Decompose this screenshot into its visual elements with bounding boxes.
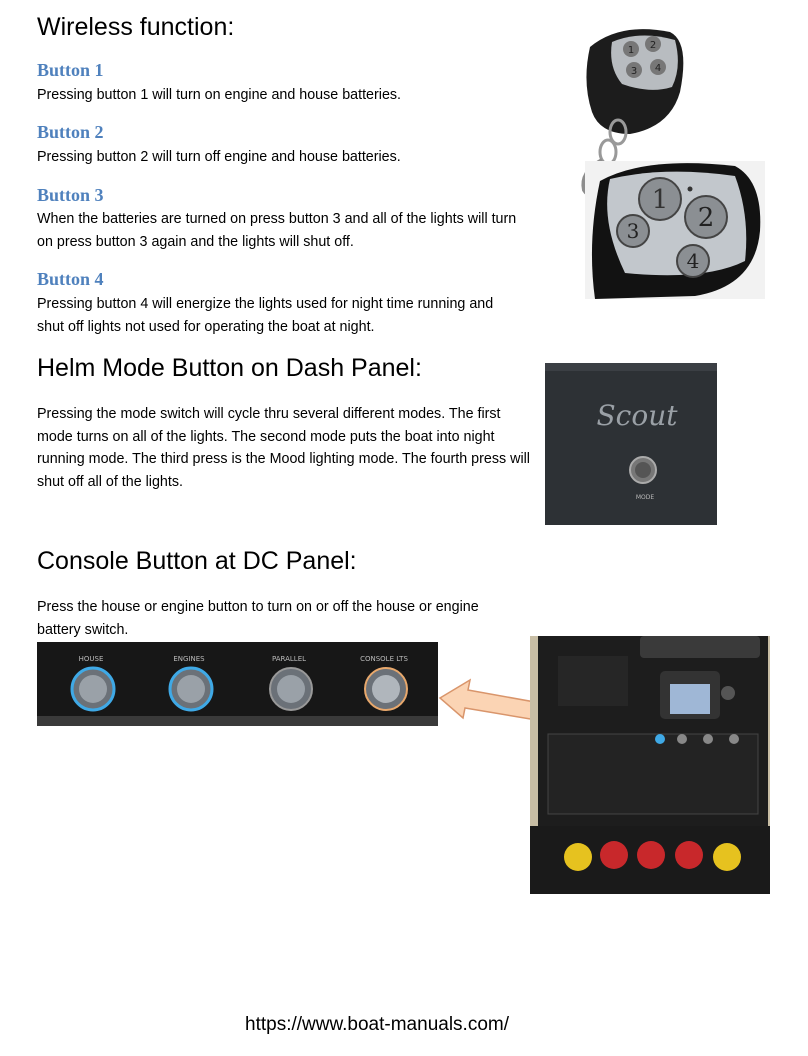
button-4-text: Pressing button 4 will energize the lights used for night time running and shut off lights not used for operating the boat at night. (37, 296, 494, 335)
remote-label-2: 2 (697, 203, 715, 233)
mode-button-label: MODE (635, 494, 655, 501)
button-2-title: Button 2 (37, 122, 104, 142)
remote-label-4: 4 (686, 249, 700, 273)
remote-small-label-4: 4 (654, 63, 662, 74)
remote-small-label-1: 1 (627, 45, 635, 56)
console-label-house: HOUSE (78, 655, 104, 663)
remote-small-label-3: 3 (630, 66, 638, 77)
console-text: Press the house or engine button to turn on or off the house or engine battery switch. (37, 599, 479, 638)
remote-small-label-2: 2 (649, 40, 657, 51)
button-3-text: When the batteries are turned on press button 3 and all of the lights will turn on press button 3 again and the lights will shut off. (37, 211, 517, 250)
button-1-text: Pressing button 1 will turn on engine and house batteries. (37, 87, 402, 103)
console-label-console-lts: CONSOLE LTS (360, 655, 408, 663)
console-label-parallel: PARALLEL (271, 655, 307, 663)
button-3-title: Button 3 (37, 185, 104, 205)
console-label-engines: ENGINES (173, 655, 205, 663)
heading-console-button: Console Button at DC Panel: (37, 547, 357, 575)
dc-panel-image (530, 636, 770, 894)
helm-dash-panel-image (545, 363, 717, 525)
console-buttons-image (37, 642, 438, 726)
heading-helm-mode: Helm Mode Button on Dash Panel: (37, 354, 422, 382)
footer-url[interactable]: https://www.boat-manuals.com/ (245, 1014, 509, 1035)
remote-label-1: 1 (651, 185, 669, 215)
remote-label-3: 3 (626, 219, 640, 243)
key-fob-closeup-image (585, 161, 765, 299)
button-4-title: Button 4 (37, 269, 104, 289)
button-1-title: Button 1 (37, 60, 104, 80)
scout-logo-text: Scout (596, 399, 678, 432)
helm-mode-text: Pressing the mode switch will cycle thru several different modes. The first mode turns on all of the lights. The second mode puts the boat into night running mode. The third press is the Mood lighting mode. The fourth press will shut off all of the lights. (37, 406, 530, 490)
heading-wireless-function: Wireless function: (37, 13, 235, 41)
button-2-text: Pressing button 2 will turn off engine and house batteries. (37, 149, 401, 165)
